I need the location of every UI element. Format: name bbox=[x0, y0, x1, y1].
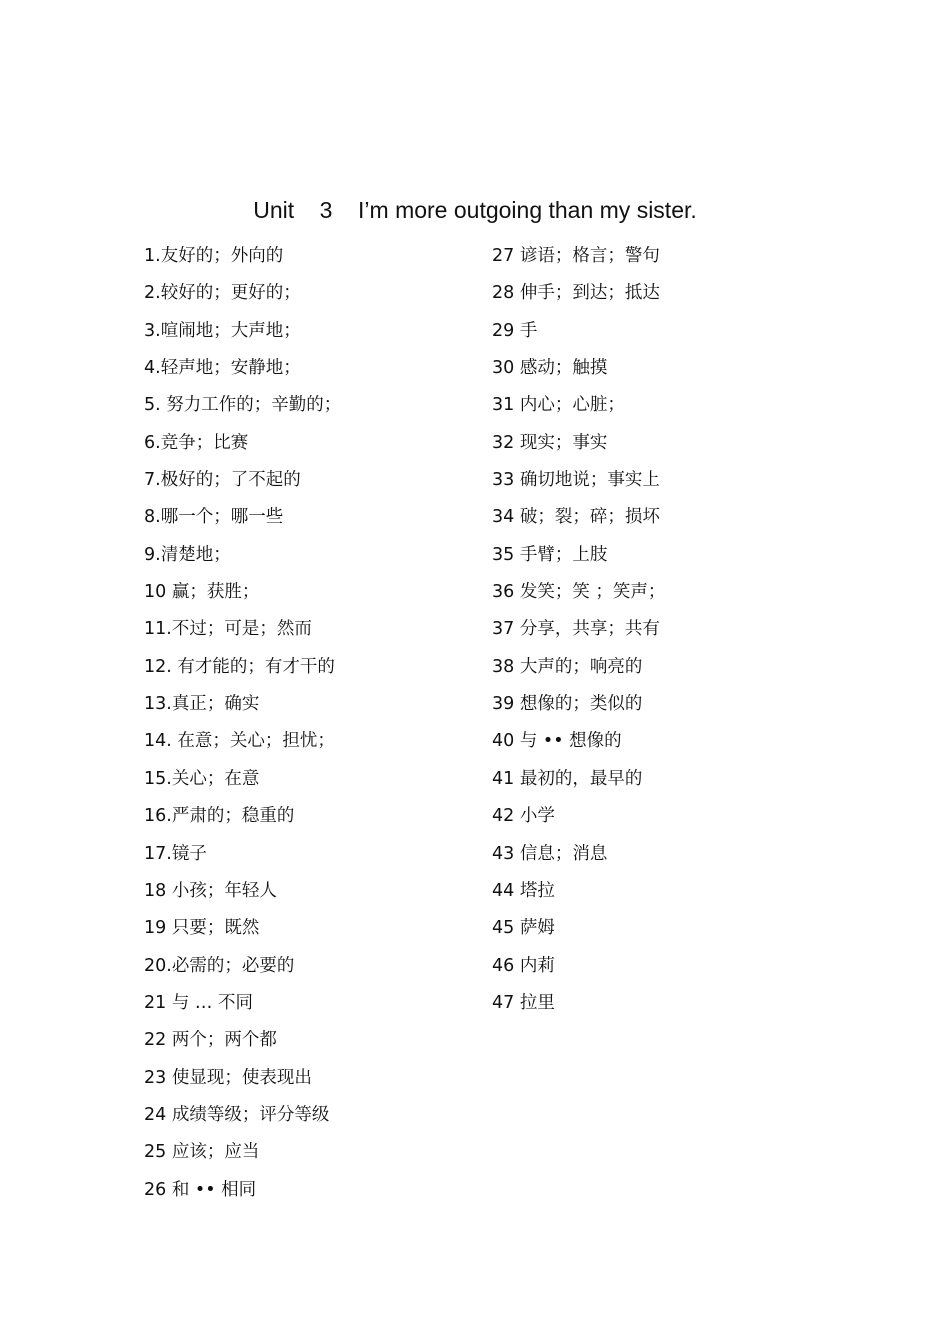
list-item: 20.必需的；必要的 bbox=[144, 955, 295, 976]
list-item: 32 现实；事实 bbox=[492, 432, 608, 453]
list-item: 34 破；裂；碎；损坏 bbox=[492, 507, 660, 528]
list-item: 38 大声的；响亮的 bbox=[492, 656, 643, 677]
list-item: 15.关心；在意 bbox=[144, 768, 260, 789]
list-item: 5. 努力工作的；辛勤的； bbox=[144, 395, 342, 416]
list-item: 10 赢；获胜； bbox=[144, 582, 260, 603]
list-item: 39 想像的；类似的 bbox=[492, 694, 643, 715]
list-item: 30 感动；触摸 bbox=[492, 358, 608, 379]
list-item: 27 谚语；格言；警句 bbox=[492, 246, 660, 266]
list-item: 31 内心；心脏； bbox=[492, 395, 625, 416]
list-item: 4.轻声地；安静地； bbox=[144, 358, 301, 379]
list-item: 24 成绩等级；评分等级 bbox=[144, 1104, 330, 1125]
vocabulary-list-right bbox=[492, 242, 822, 1026]
list-item: 45 萨姆 bbox=[492, 918, 555, 939]
list-item: 18 小孩；年轻人 bbox=[144, 880, 277, 901]
list-item: 2.较好的；更好的； bbox=[144, 283, 301, 304]
list-item: 14. 在意；关心；担忧； bbox=[144, 731, 335, 752]
list-item: 41 最初的，最早的 bbox=[492, 768, 643, 789]
list-item: 40 与 •• 想像的 bbox=[492, 731, 622, 752]
list-item: 25 应该；应当 bbox=[144, 1142, 260, 1163]
vocabulary-list-left bbox=[144, 242, 474, 1213]
list-item: 43 信息；消息 bbox=[492, 843, 608, 864]
list-item: 3.喧闹地；大声地； bbox=[144, 320, 301, 341]
list-item: 42 小学 bbox=[492, 806, 555, 827]
list-item: 9.清楚地； bbox=[144, 544, 231, 565]
list-item: 35 手臂；上肢 bbox=[492, 544, 608, 565]
list-item: 29 手 bbox=[492, 320, 538, 341]
list-item: 33 确切地说；事实上 bbox=[492, 470, 660, 491]
page-title: Unit 3 I’m more outgoing than my sister. bbox=[253, 197, 697, 223]
list-item: 8.哪一个；哪一些 bbox=[144, 507, 284, 528]
list-item: 21 与 … 不同 bbox=[144, 992, 253, 1013]
list-item: 22 两个；两个都 bbox=[144, 1030, 277, 1051]
list-item: 47 拉里 bbox=[492, 992, 555, 1013]
list-item: 19 只要；既然 bbox=[144, 918, 260, 939]
list-item: 37 分享，共享；共有 bbox=[492, 619, 660, 640]
list-item: 23 使显现；使表现出 bbox=[144, 1067, 312, 1088]
list-item: 12. 有才能的；有才干的 bbox=[144, 656, 335, 677]
list-item: 28 伸手；到达；抵达 bbox=[492, 283, 660, 304]
list-item: 36 发笑；笑 ；笑声； bbox=[492, 582, 666, 603]
list-item: 7.极好的；了不起的 bbox=[144, 470, 301, 491]
list-item: 17.镜子 bbox=[144, 843, 207, 864]
list-item: 44 塔拉 bbox=[492, 880, 555, 901]
list-item: 16.严肃的；稳重的 bbox=[144, 806, 295, 827]
list-item: 1.友好的；外向的 bbox=[144, 246, 284, 266]
list-item: 26 和 •• 相同 bbox=[144, 1179, 257, 1200]
list-item: 46 内莉 bbox=[492, 955, 555, 976]
list-item: 11.不过；可是；然而 bbox=[144, 619, 312, 640]
list-item: 13.真正；确实 bbox=[144, 694, 260, 715]
list-item: 6.竞争；比赛 bbox=[144, 432, 249, 453]
